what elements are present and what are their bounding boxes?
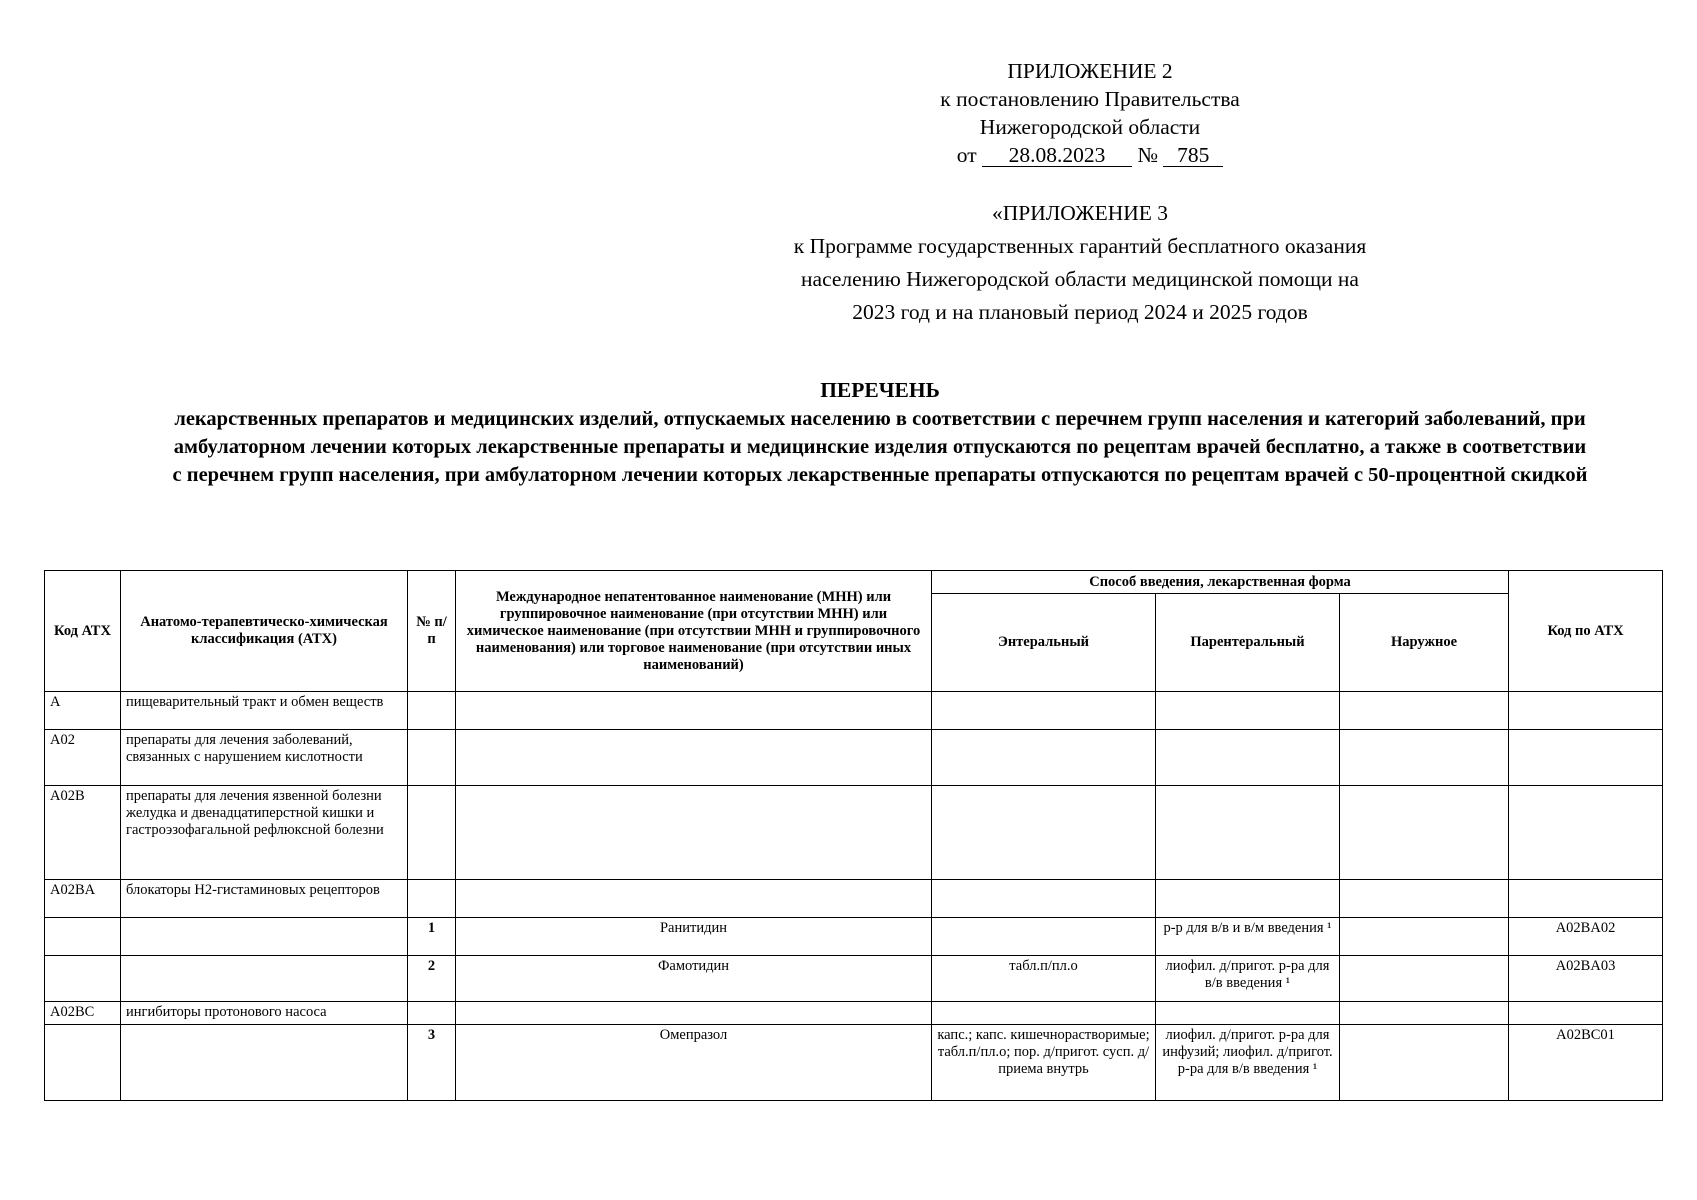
cell-atx bbox=[1509, 1002, 1663, 1025]
cell-parenteral: лиофил. д/пригот. р-ра для инфузий; лиофил. д/пригот. р-ра для в/в введения ¹ bbox=[1156, 1025, 1340, 1101]
header-code: Код АТХ bbox=[45, 571, 121, 692]
cell-enteral bbox=[932, 730, 1156, 786]
cell-atx bbox=[1509, 730, 1663, 786]
cell-code: A02BA bbox=[45, 880, 121, 918]
annex2-date: 28.08.2023 bbox=[982, 144, 1132, 167]
cell-external bbox=[1340, 918, 1509, 956]
cell-enteral: табл.п/пл.о bbox=[932, 956, 1156, 1002]
annex3-line2: к Программе государственных гарантий бесплатного оказания bbox=[793, 234, 1367, 258]
cell-mnn bbox=[456, 880, 932, 918]
header-atx-code: Код по АТХ bbox=[1509, 571, 1663, 692]
cell-class bbox=[121, 956, 408, 1002]
title-text: лекарственных препаратов и медицинских изделий, отпускаемых населению в соответствии с перечнем групп населения и категорий заболеваний, при амбулаторном лечении которых лекарственные препараты и медицинские изделия отпускаются по рецептам врачей бесплатно, а также в соответствии с перечнем групп населения, при амбулаторном лечении которых лекарственные препараты отпускаются по рецептам врачей с 50-процентной скидкой bbox=[172, 408, 1588, 486]
cell-num: 2 bbox=[408, 956, 456, 1002]
table-row bbox=[45, 786, 1663, 880]
annex2-number: 785 bbox=[1163, 144, 1223, 167]
medicines-table bbox=[44, 570, 1663, 1101]
cell-class: препараты для лечения язвенной болезни желудка и двенадцатиперстной кишки и гастроэзофагальной рефлюксной болезни bbox=[121, 786, 408, 880]
cell-class: препараты для лечения заболеваний, связанных с нарушением кислотности bbox=[121, 730, 408, 786]
title-heading: ПЕРЕЧЕНЬ bbox=[820, 378, 940, 402]
cell-num: 3 bbox=[408, 1025, 456, 1101]
cell-code: A bbox=[45, 692, 121, 730]
cell-code bbox=[45, 956, 121, 1002]
table-row bbox=[45, 956, 1663, 1002]
cell-atx bbox=[1509, 786, 1663, 880]
header-num: № п/п bbox=[408, 571, 456, 692]
cell-num bbox=[408, 692, 456, 730]
cell-mnn bbox=[456, 786, 932, 880]
table-row bbox=[45, 1025, 1663, 1101]
cell-code: A02B bbox=[45, 786, 121, 880]
header-external: Наружное bbox=[1340, 594, 1509, 692]
cell-class bbox=[121, 1025, 408, 1101]
cell-code bbox=[45, 1025, 121, 1101]
annex2-line1: ПРИЛОЖЕНИЕ 2 bbox=[1007, 59, 1173, 83]
cell-code: A02BC bbox=[45, 1002, 121, 1025]
cell-external bbox=[1340, 1025, 1509, 1101]
cell-enteral bbox=[932, 692, 1156, 730]
cell-mnn: Омепразол bbox=[456, 1025, 932, 1101]
cell-code bbox=[45, 918, 121, 956]
cell-parenteral bbox=[1156, 730, 1340, 786]
cell-mnn bbox=[456, 692, 932, 730]
cell-code: A02 bbox=[45, 730, 121, 786]
table-row bbox=[45, 880, 1663, 918]
cell-num bbox=[408, 730, 456, 786]
cell-num bbox=[408, 880, 456, 918]
cell-num: 1 bbox=[408, 918, 456, 956]
cell-atx: A02BC01 bbox=[1509, 1025, 1663, 1101]
header-route-group: Способ введения, лекарственная форма bbox=[932, 571, 1509, 594]
cell-atx: A02BA03 bbox=[1509, 956, 1663, 1002]
cell-class: пищеварительный тракт и обмен веществ bbox=[121, 692, 408, 730]
cell-mnn: Ранитидин bbox=[456, 918, 932, 956]
cell-external bbox=[1340, 956, 1509, 1002]
cell-class: блокаторы Н2-гистаминовых рецепторов bbox=[121, 880, 408, 918]
cell-class: ингибиторы протонового насоса bbox=[121, 1002, 408, 1025]
cell-enteral bbox=[932, 918, 1156, 956]
cell-parenteral bbox=[1156, 786, 1340, 880]
cell-parenteral: р-р для в/в и в/м введения ¹ bbox=[1156, 918, 1340, 956]
annex2-num-label: № bbox=[1137, 143, 1158, 167]
annex2-block bbox=[880, 57, 1300, 169]
annex3-line3: населению Нижегородской области медицинской помощи на bbox=[801, 267, 1359, 291]
table-header-row bbox=[45, 571, 1663, 594]
cell-external bbox=[1340, 880, 1509, 918]
annex2-from-label: от bbox=[956, 143, 977, 167]
header-mnn: Международное непатентованное наименование (МНН) или группировочное наименование (при отсутствии МНН) или химическое наименование (при отсутствии МНН и группировочного наименования) или торговое наименование (при отсутствии иных наименований) bbox=[456, 571, 932, 692]
annex3-block bbox=[720, 197, 1440, 329]
annex2-line3: Нижегородской области bbox=[979, 115, 1201, 139]
table-row bbox=[45, 730, 1663, 786]
cell-mnn: Фамотидин bbox=[456, 956, 932, 1002]
cell-external bbox=[1340, 1002, 1509, 1025]
cell-atx: A02BA02 bbox=[1509, 918, 1663, 956]
cell-atx bbox=[1509, 880, 1663, 918]
annex2-date-line bbox=[880, 141, 1300, 169]
cell-mnn bbox=[456, 730, 932, 786]
annex3-line4: 2023 год и на плановый период 2024 и 2025 годов bbox=[852, 300, 1308, 324]
cell-parenteral bbox=[1156, 1002, 1340, 1025]
cell-external bbox=[1340, 730, 1509, 786]
document-title bbox=[120, 375, 1640, 489]
cell-enteral bbox=[932, 786, 1156, 880]
cell-mnn bbox=[456, 1002, 932, 1025]
annex3-line1: «ПРИЛОЖЕНИЕ 3 bbox=[991, 201, 1169, 225]
header-class: Анатомо-терапевтическо-химическая классификация (АТХ) bbox=[121, 571, 408, 692]
cell-parenteral: лиофил. д/пригот. р-ра для в/в введения ¹ bbox=[1156, 956, 1340, 1002]
cell-num bbox=[408, 786, 456, 880]
table-row bbox=[45, 1002, 1663, 1025]
cell-num bbox=[408, 1002, 456, 1025]
cell-external bbox=[1340, 786, 1509, 880]
table-row bbox=[45, 918, 1663, 956]
cell-parenteral bbox=[1156, 880, 1340, 918]
header-enteral: Энтеральный bbox=[932, 594, 1156, 692]
cell-enteral bbox=[932, 1002, 1156, 1025]
cell-parenteral bbox=[1156, 692, 1340, 730]
cell-atx bbox=[1509, 692, 1663, 730]
header-parenteral: Парентеральный bbox=[1156, 594, 1340, 692]
cell-enteral bbox=[932, 880, 1156, 918]
annex2-line2: к постановлению Правительства bbox=[940, 87, 1240, 111]
cell-external bbox=[1340, 692, 1509, 730]
table-row bbox=[45, 692, 1663, 730]
cell-enteral: капс.; капс. кишечнорастворимые; табл.п/пл.о; пор. д/пригот. сусп. д/приема внутрь bbox=[932, 1025, 1156, 1101]
cell-class bbox=[121, 918, 408, 956]
